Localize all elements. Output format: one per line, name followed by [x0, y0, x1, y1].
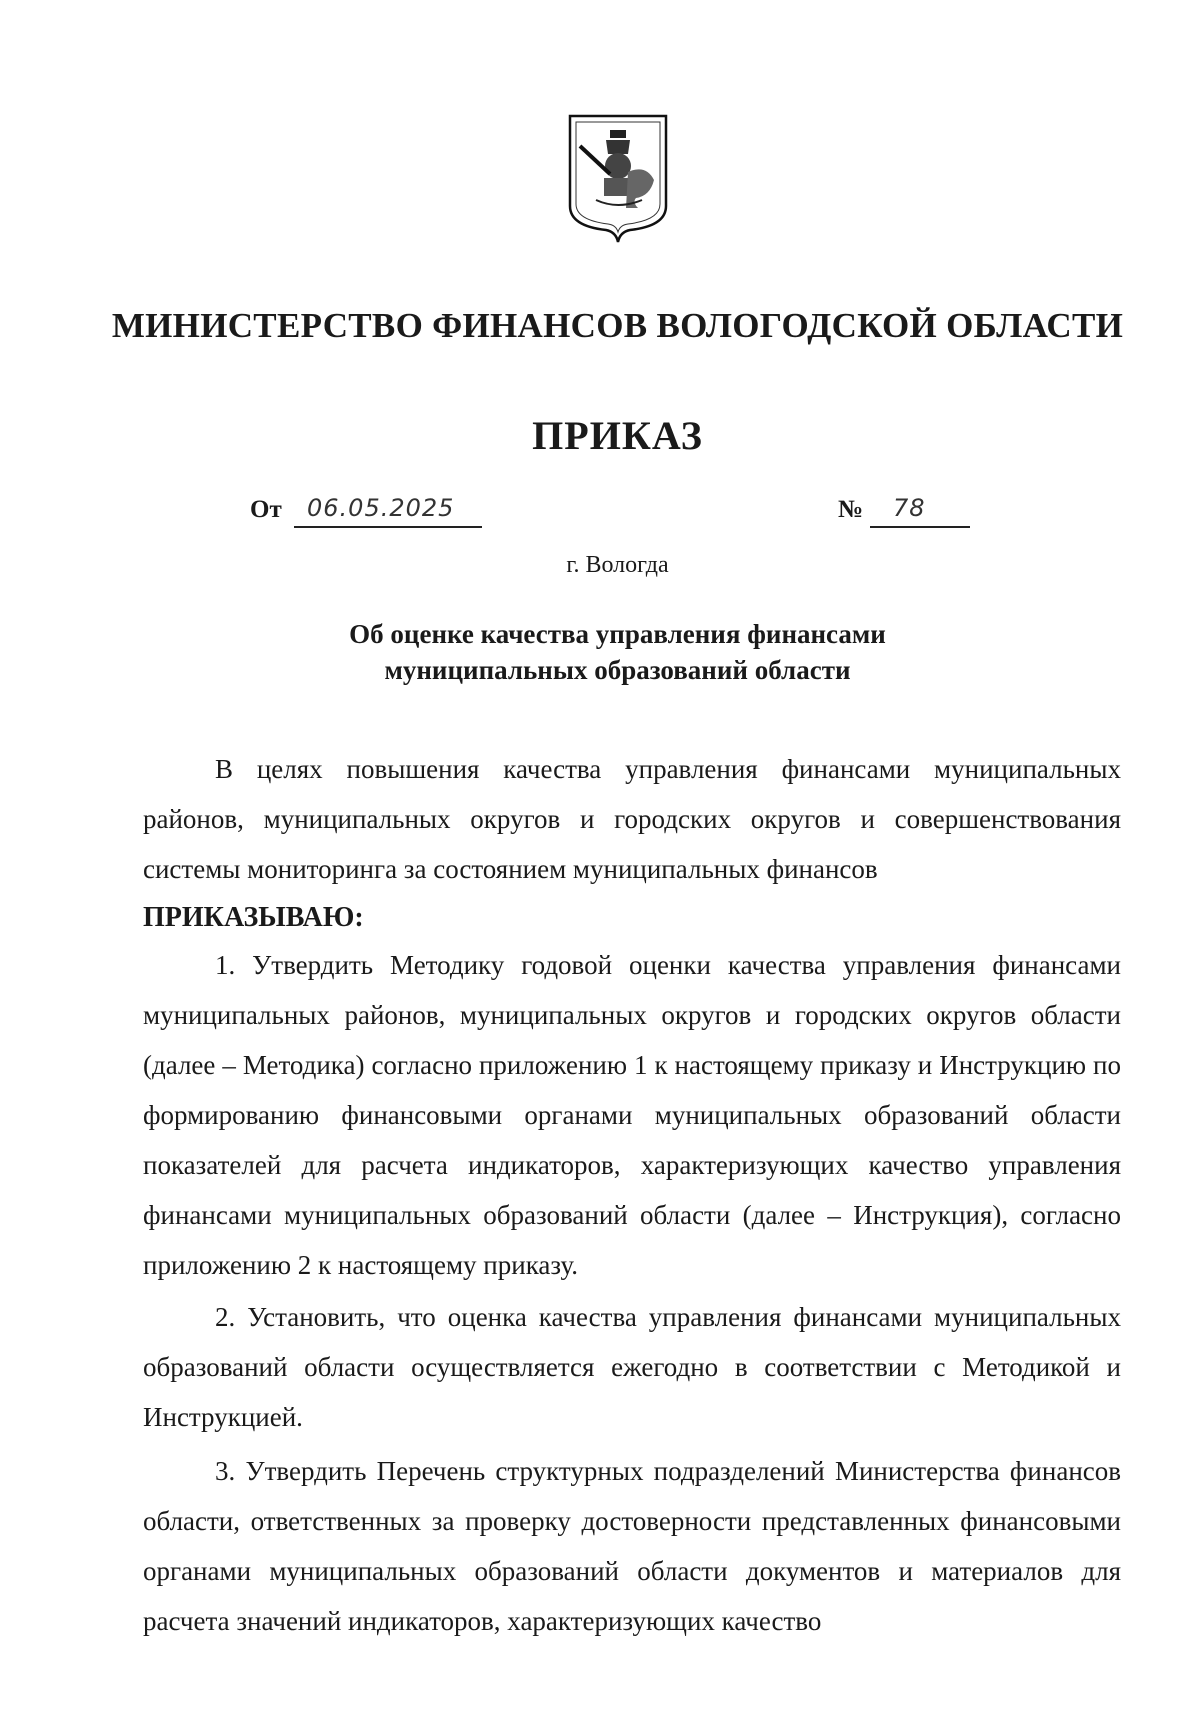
- date-label: От: [250, 496, 282, 523]
- number-value: 78: [893, 494, 926, 522]
- order-item-1: 1. Утвердить Методику годовой оценки качества управления финансами муниципальных районов, муниципальных округов и городских округов области (далее – Методика) согласно приложению 1 к настоящему приказу и Инструкцию по формированию финансовыми органами муниципальных образований области показателей для расчета индикаторов, характеризующих качество управления финансами муниципальных образований области (далее – Инструкция), согласно приложению 2 к настоящему приказу.: [143, 950, 1121, 1280]
- order-item-2: 2. Установить, что оценка качества управления финансами муниципальных образований области осуществляется ежегодно в соответствии с Методикой и Инструкцией.: [143, 1302, 1121, 1432]
- subject-line-2: муниципальных образований области: [384, 655, 851, 685]
- order-item-3: 3. Утвердить Перечень структурных подразделений Министерства финансов области, ответственных за проверку достоверности представленных финансовыми органами муниципальных образований области документов и материалов для расчета значений индикаторов, характеризующих качество: [143, 1456, 1121, 1636]
- order-word: ПРИКАЗЫВАЮ:: [143, 902, 364, 933]
- date-underline: [294, 526, 482, 528]
- number-underline: [870, 526, 970, 528]
- city: г. Вологда: [566, 552, 669, 578]
- document-type-title: ПРИКАЗ: [532, 413, 703, 458]
- number-label: №: [838, 496, 864, 523]
- vologda-coat-of-arms-icon: [566, 110, 670, 244]
- document-subject: [0, 616, 1200, 688]
- preamble-paragraph: В целях повышения качества управления финансами муниципальных районов, муниципальных округов и городских округов и совершенствования системы мониторинга за состоянием муниципальных финансов: [143, 754, 1121, 884]
- date-value: 06.05.2025: [307, 494, 455, 522]
- ministry-name: МИНИСТЕРСТВО ФИНАНСОВ ВОЛОГОДСКОЙ ОБЛАСТИ: [111, 306, 1124, 345]
- subject-line-1: Об оценке качества управления финансами: [349, 619, 886, 649]
